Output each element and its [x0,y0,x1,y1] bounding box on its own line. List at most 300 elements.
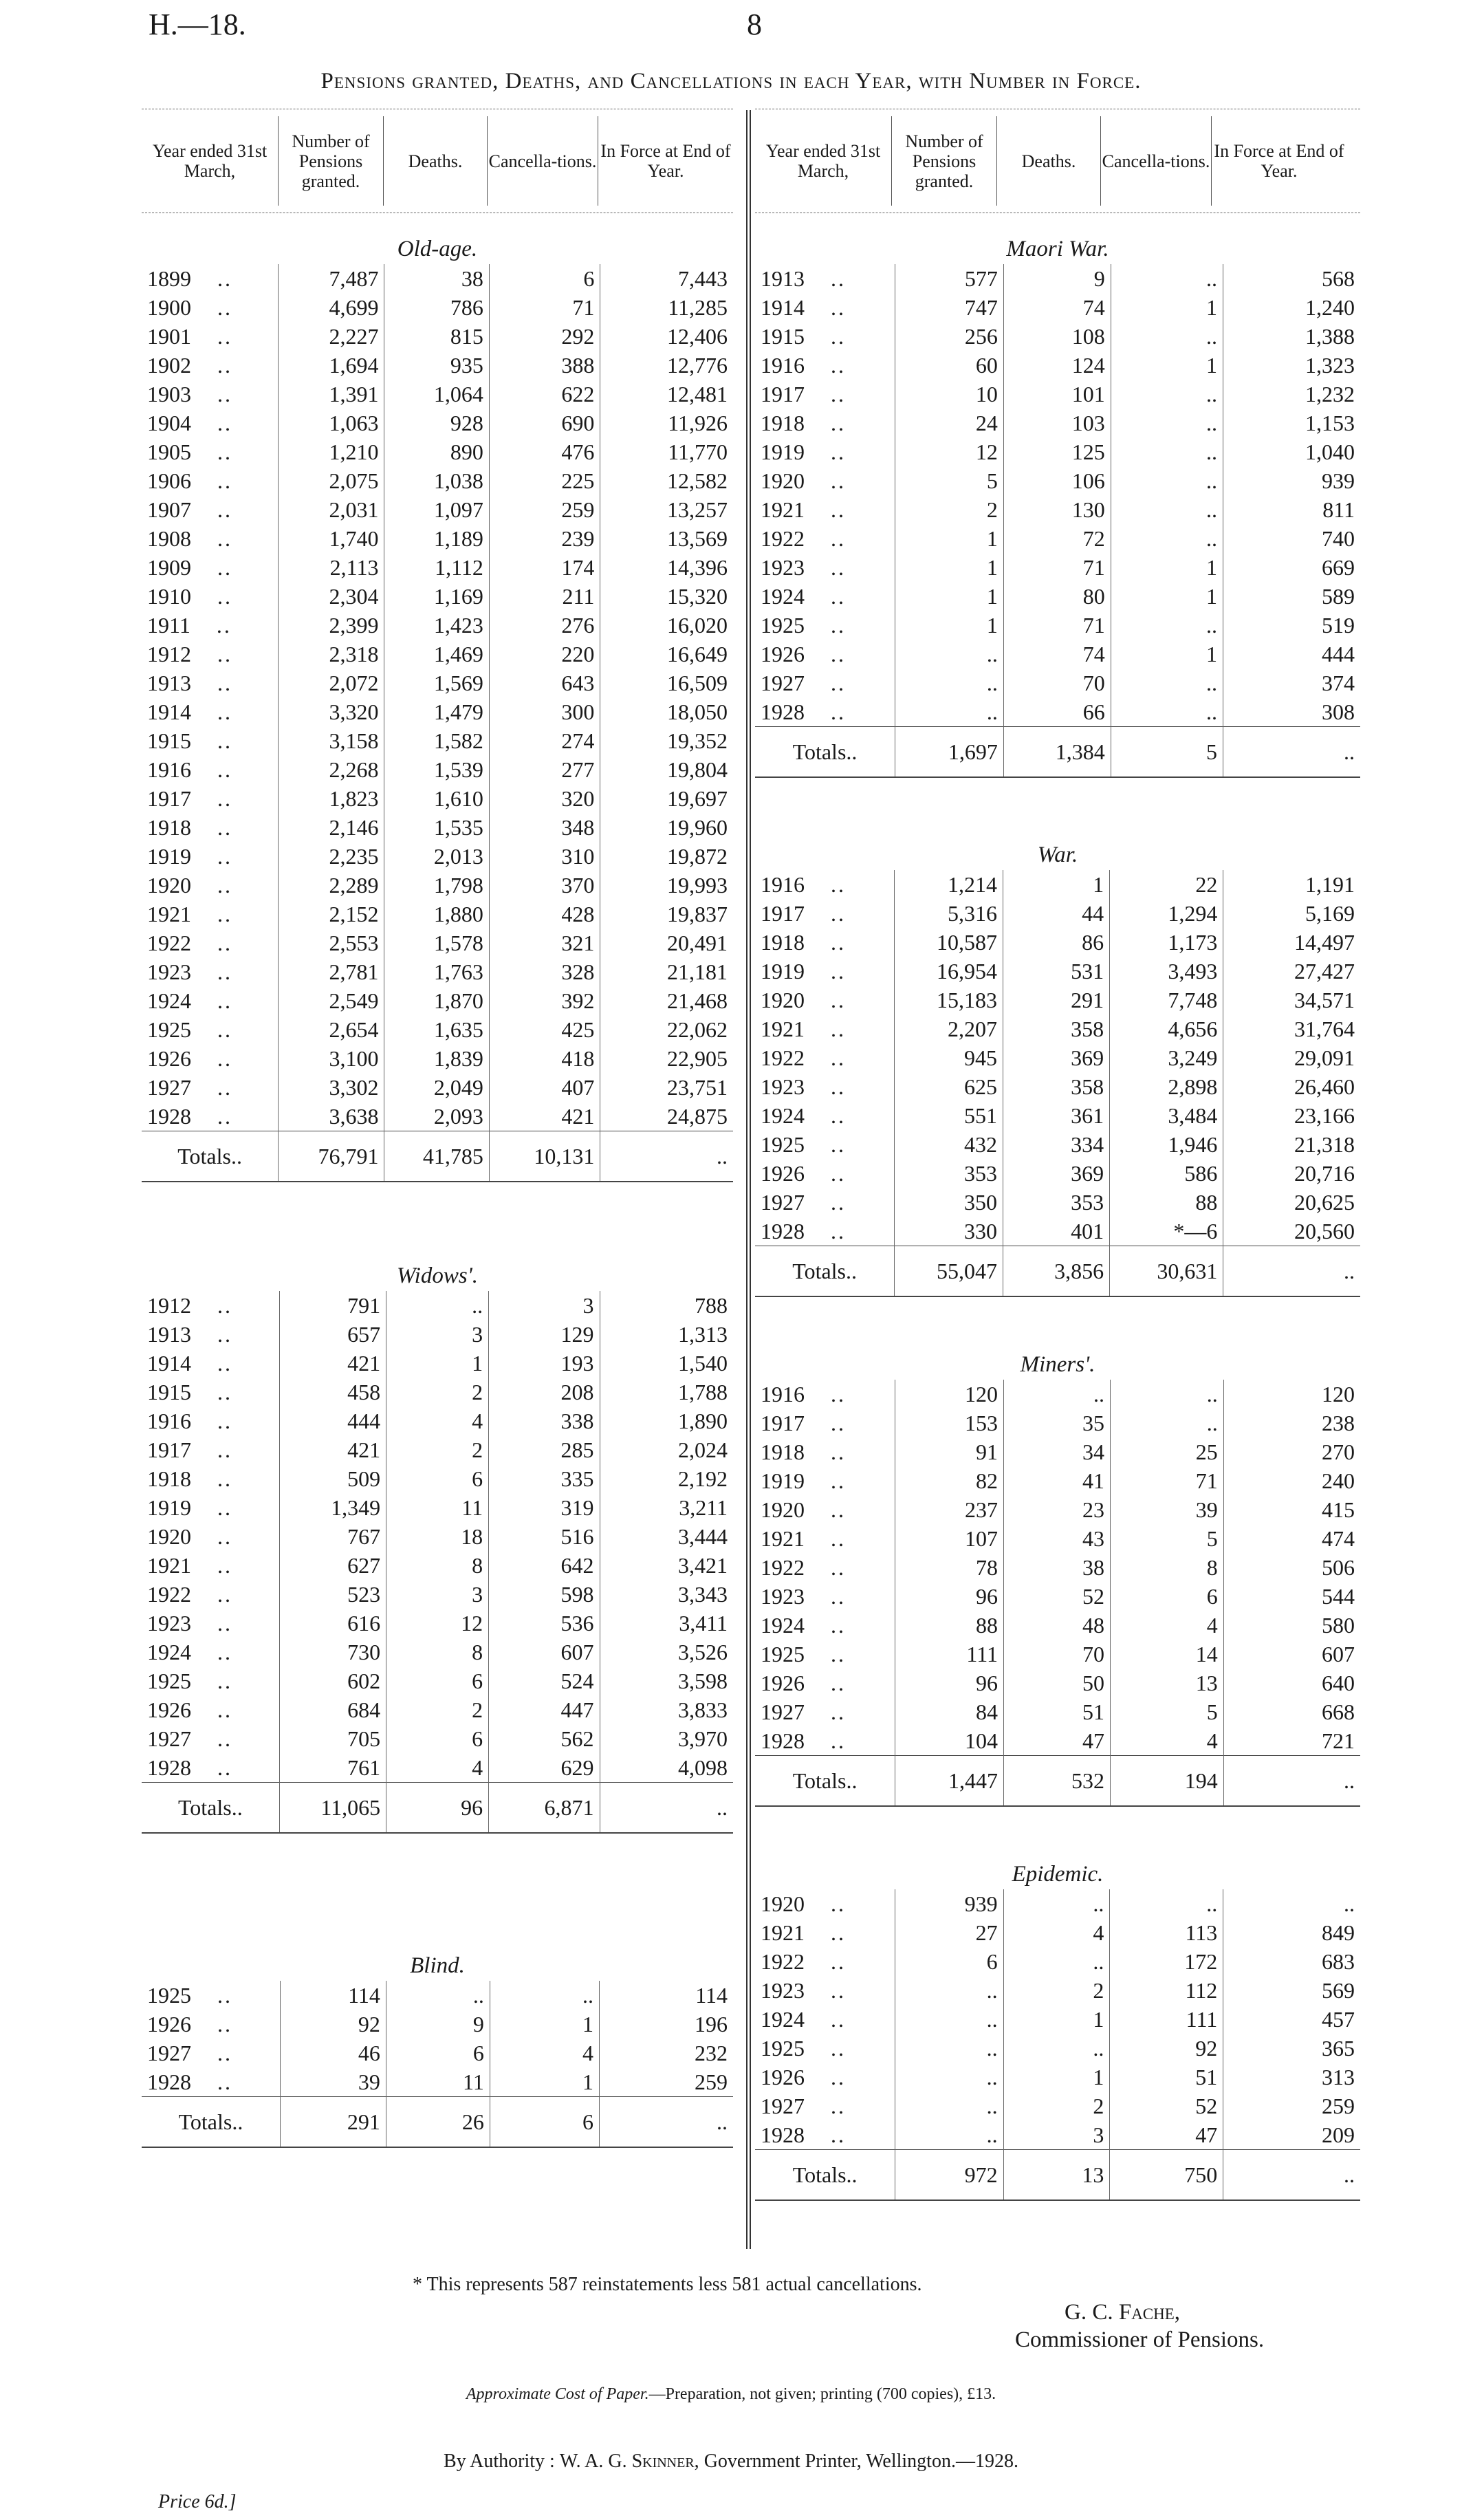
cancellations-cell: 425 [489,1015,600,1044]
pensions-granted-cell: 256 [895,322,1004,351]
leader-dots: .. [831,613,846,638]
section-maori-war [755,234,1360,778]
pensions-granted-cell: 291 [280,2097,386,2148]
year-value: 1926 [147,2012,191,2036]
in-force-cell: 209 [1223,2120,1360,2150]
deaths-cell: 80 [1003,582,1111,611]
year-value: 1903 [147,382,191,406]
in-force-cell: .. [1223,1756,1360,1807]
leader-dots: .. [831,2065,846,2089]
table-row [755,1159,1360,1188]
cancellations-cell: .. [1111,1380,1224,1409]
cancellations-cell: .. [1111,495,1223,524]
leader-dots: .. [831,1161,846,1186]
header-in-force: In Force at End of Year. [600,141,731,181]
deaths-cell: 2 [1003,1976,1110,2005]
cancellations-cell: 7,748 [1110,986,1223,1014]
leader-dots: .. [831,1699,846,1724]
section-title: Blind. [410,1953,465,1978]
leader-dots: .. [831,1190,846,1215]
year-value: 1904 [147,411,191,435]
deaths-cell: 358 [1003,1072,1110,1101]
leader-dots: .. [831,1555,846,1580]
cancellations-cell: 8 [1111,1553,1224,1582]
pensions-granted-cell: 1,694 [279,351,384,380]
leader-dots: .. [217,353,232,378]
cancellations-cell: 211 [489,582,600,611]
in-force-cell: 270 [1223,1437,1360,1466]
in-force-cell: 21,318 [1223,1130,1360,1159]
pensions-granted-cell: 1,391 [279,380,384,409]
cancellations-cell: 5 [1111,1697,1224,1726]
leader-dots: .. [831,1728,846,1753]
year-cell [142,1102,279,1131]
in-force-cell: 259 [1223,2092,1360,2120]
year-value: 1910 [147,584,191,609]
in-force-cell: 3,343 [600,1580,733,1609]
table-row [142,1638,733,1666]
table-row [755,1611,1360,1640]
cancellations-cell: 51 [1110,2063,1223,2092]
table-row [142,1609,733,1638]
cancellations-cell: 6 [490,2097,599,2148]
leader-dots: .. [831,930,846,955]
year-cell [755,669,895,697]
pensions-granted-cell: .. [895,1976,1003,2005]
cancellations-cell: 642 [489,1551,600,1580]
table-row [755,1130,1360,1159]
table-row [142,611,733,640]
pensions-granted-cell: 2,075 [279,466,384,495]
deaths-cell: 1,384 [1003,727,1111,778]
year-value: 1927 [761,671,805,695]
right-column-headers [755,109,1360,213]
table-row [755,2092,1360,2120]
table-row [755,1582,1360,1611]
pensions-granted-cell: 2,289 [279,871,384,900]
year-value: 1923 [761,555,805,580]
pensions-granted-cell: 2,654 [279,1015,384,1044]
pensions-granted-cell: 84 [895,1697,1004,1726]
deaths-cell: 532 [1004,1756,1111,1807]
in-force-cell: 259 [600,2067,733,2097]
in-force-cell: 23,166 [1223,1101,1360,1130]
deaths-cell: 291 [1003,986,1110,1014]
deaths-cell: 1,169 [384,582,489,611]
pensions-granted-cell: 2,399 [279,611,384,640]
authority-prefix: By Authority : [444,2451,555,2472]
cancellations-cell: 1 [1111,293,1223,322]
pensions-granted-cell: 120 [895,1380,1004,1409]
table-row [142,322,733,351]
table-row [755,264,1360,293]
leader-dots: .. [831,439,846,464]
table-row [755,1495,1360,1524]
cancellations-cell: 690 [489,409,600,437]
table-row [755,986,1360,1014]
cancellations-cell: .. [1111,409,1223,437]
leader-dots: .. [217,555,232,580]
cancellations-cell: .. [1111,437,1223,466]
deaths-cell: 38 [1004,1553,1111,1582]
in-force-cell: 474 [1223,1524,1360,1553]
pensions-granted-cell: 15,183 [895,986,1003,1014]
year-cell [755,1553,895,1582]
miners-table [755,1380,1360,1807]
pensions-granted-cell: 523 [279,1580,386,1609]
pensions-granted-cell: 2,549 [279,986,384,1015]
table-row [142,293,733,322]
cancellations-cell: 259 [489,495,600,524]
cancellations-cell: 629 [489,1753,600,1783]
leader-dots: .. [217,2041,232,2065]
year-cell [142,582,279,611]
year-value: 1920 [761,988,805,1012]
in-force-cell: 12,406 [600,322,733,351]
in-force-cell: 313 [1223,2063,1360,2092]
year-value: 1928 [147,1755,191,1780]
signature-name: G. C. Fache, [1065,2300,1181,2325]
pensions-granted-cell: 616 [279,1609,386,1638]
cancellations-cell: 370 [489,871,600,900]
leader-dots: .. [831,2007,846,2032]
column-divider [746,110,751,2249]
deaths-cell: 38 [384,264,489,293]
year-value: 1923 [761,1978,805,2003]
year-value: 1925 [147,1017,191,1042]
deaths-cell: 71 [1003,553,1111,582]
in-force-cell: 27,427 [1223,957,1360,986]
deaths-cell: .. [1003,1947,1110,1976]
in-force-cell: 669 [1223,553,1360,582]
year-value: 1924 [761,1103,805,1128]
leader-dots: .. [217,642,232,666]
cancellations-cell: 1 [490,2010,599,2039]
leader-dots: .. [217,1495,232,1520]
pensions-granted-cell: 12 [895,437,1004,466]
table-row [142,1073,733,1102]
table-row [142,2010,733,2039]
leader-dots: .. [217,1524,232,1549]
deaths-cell: 2 [386,1378,489,1406]
in-force-cell: 21,181 [600,957,733,986]
in-force-cell: 19,697 [600,784,733,813]
pensions-granted-cell: 111 [895,1640,1004,1669]
cancellations-cell: .. [1111,524,1223,553]
year-cell [142,322,279,351]
leader-dots: .. [831,555,846,580]
year-cell [142,1638,279,1666]
leader-dots: .. [217,411,232,435]
leader-dots: .. [831,584,846,609]
table-row [142,553,733,582]
table-row [142,264,733,293]
deaths-cell: 1 [386,1349,489,1378]
totals-row [755,727,1360,778]
deaths-cell: 48 [1004,1611,1111,1640]
year-cell [755,1466,895,1495]
year-cell [142,611,279,640]
in-force-cell: 11,770 [600,437,733,466]
table-row [142,1291,733,1320]
maori-war-table [755,264,1360,778]
pensions-granted-cell: 2,031 [279,495,384,524]
year-value: 1923 [761,1074,805,1099]
table-row [142,669,733,697]
year-cell [755,1669,895,1697]
deaths-cell: 13 [1003,2150,1110,2201]
cancellations-cell: 22 [1110,870,1223,899]
in-force-cell: 374 [1223,669,1360,697]
year-value: 1919 [147,844,191,869]
pensions-granted-cell: 3,100 [279,1044,384,1073]
year-value: 1922 [147,1582,191,1607]
in-force-cell: 238 [1223,1409,1360,1437]
deaths-cell: 1,578 [384,928,489,957]
pensions-granted-cell: 421 [279,1349,386,1378]
deaths-cell: 71 [1003,611,1111,640]
header-granted: Number of Pensions granted. [279,116,384,206]
in-force-cell: 19,872 [600,842,733,871]
year-cell [755,1640,895,1669]
year-value: 1918 [147,815,191,840]
deaths-cell: 74 [1003,640,1111,669]
table-row [142,957,733,986]
deaths-cell: 51 [1004,1697,1111,1726]
in-force-cell: 1,313 [600,1320,733,1349]
year-cell [142,1493,279,1522]
totals-label-text: Totals.. [178,2109,243,2134]
signature-title: Commissioner of Pensions. [1015,2327,1265,2352]
year-cell [755,1697,895,1726]
year-value: 1925 [147,1669,191,1693]
year-value: 1921 [147,902,191,926]
pensions-granted-cell: 1,349 [279,1493,386,1522]
deaths-cell: 52 [1004,1582,1111,1611]
year-cell [755,899,895,928]
pensions-granted-cell: 91 [895,1437,1004,1466]
year-cell [142,1580,279,1609]
in-force-cell: .. [600,1131,733,1182]
year-value: 1917 [147,786,191,811]
deaths-cell: 2 [1003,2092,1110,2120]
table-row [755,1101,1360,1130]
pensions-granted-cell: 1,063 [279,409,384,437]
year-cell [755,466,895,495]
cost-text: —Preparation, not given; printing (700 copies), £13. [648,2385,996,2403]
leader-dots: .. [831,1613,846,1638]
pensions-granted-cell: 2,072 [279,669,384,697]
in-force-cell: 640 [1223,1669,1360,1697]
totals-row [142,1131,733,1182]
pensions-granted-cell: 237 [895,1495,1004,1524]
pensions-granted-cell: 114 [280,1981,386,2010]
in-force-cell: 1,191 [1223,870,1360,899]
pensions-granted-cell: 747 [895,293,1004,322]
pensions-granted-cell: 2,227 [279,322,384,351]
table-row [142,1493,733,1522]
deaths-cell: 130 [1003,495,1111,524]
cancellations-cell: *—6 [1110,1217,1223,1246]
deaths-cell: 47 [1004,1726,1111,1756]
page-number: 8 [747,8,762,41]
table-row [142,871,733,900]
year-cell [142,351,279,380]
in-force-cell: .. [600,2097,733,2148]
cancellations-cell: 3,484 [1110,1101,1223,1130]
year-cell [755,2005,895,2034]
table-row [142,351,733,380]
year-cell [142,1406,279,1435]
in-force-cell: 365 [1223,2034,1360,2063]
table-row [755,2034,1360,2063]
table-row [755,611,1360,640]
deaths-cell: 50 [1004,1669,1111,1697]
year-cell [755,2063,895,2092]
cancellations-cell: 2,898 [1110,1072,1223,1101]
cancellations-cell: 562 [489,1724,600,1753]
in-force-cell: 20,491 [600,928,733,957]
pensions-granted-cell: 444 [279,1406,386,1435]
header-year: Year ended 31st March, [755,116,892,206]
header-deaths: Deaths. [384,116,488,206]
in-force-cell: 811 [1223,495,1360,524]
in-force-cell: 589 [1223,582,1360,611]
year-value: 1919 [761,1468,805,1493]
year-value: 1901 [147,324,191,349]
year-value: 1919 [761,439,805,464]
year-value: 1922 [761,1949,805,1974]
year-value: 1921 [761,497,805,522]
table-row [755,1188,1360,1217]
in-force-cell: 7,443 [600,264,733,293]
leader-dots: .. [217,1640,232,1664]
deaths-cell: 101 [1003,380,1111,409]
in-force-cell: 1,232 [1223,380,1360,409]
table-row [142,784,733,813]
year-cell [142,1522,279,1551]
year-value: 1926 [761,2065,805,2089]
table-row [755,293,1360,322]
year-cell [142,784,279,813]
year-value: 1923 [147,1611,191,1636]
year-cell [142,1724,279,1753]
table-row [755,1466,1360,1495]
table-row [142,1044,733,1073]
cancellations-cell: 4,656 [1110,1014,1223,1043]
year-cell [142,264,279,293]
leader-dots: .. [217,439,232,464]
deaths-cell: 1,610 [384,784,489,813]
cancellations-cell: 5 [1111,1524,1224,1553]
cancellations-cell: 14 [1111,1640,1224,1669]
totals-label-text: Totals.. [792,739,858,764]
year-cell [755,1495,895,1524]
year-cell [142,1981,280,2010]
year-cell [755,1130,895,1159]
cancellations-cell: 392 [489,986,600,1015]
totals-label [755,727,895,778]
table-row [755,1014,1360,1043]
leader-dots: .. [217,1983,232,2008]
leader-dots: .. [831,1219,846,1243]
in-force-cell: 196 [600,2010,733,2039]
table-row [142,928,733,957]
pensions-granted-cell: 5 [895,466,1004,495]
in-force-cell: 444 [1223,640,1360,669]
cancellations-cell: 1,946 [1110,1130,1223,1159]
year-cell [755,640,895,669]
deaths-cell: 96 [386,1783,489,1834]
in-force-cell: 19,352 [600,726,733,755]
pensions-granted-cell: .. [895,2092,1003,2120]
year-value: 1915 [147,1380,191,1404]
pensions-granted-cell: 421 [279,1435,386,1464]
year-value: 1924 [761,584,805,609]
in-force-cell: 3,411 [600,1609,733,1638]
leader-dots: .. [831,1671,846,1695]
in-force-cell: 24,875 [600,1102,733,1131]
table-row [142,524,733,553]
deaths-cell: 1,112 [384,553,489,582]
table-row [755,2005,1360,2034]
in-force-cell: 12,582 [600,466,733,495]
in-force-cell: .. [1223,1889,1360,1918]
table-row [142,1666,733,1695]
cancellations-cell: 320 [489,784,600,813]
year-value: 1921 [761,1920,805,1945]
leader-dots: .. [217,295,232,320]
pensions-granted-cell: 458 [279,1378,386,1406]
year-value: 1911 [147,613,190,638]
pensions-granted-cell: 46 [280,2039,386,2067]
year-value: 1927 [761,1190,805,1215]
header-cancellations: Cancella-tions. [488,116,598,206]
cancellations-cell: 586 [1110,1159,1223,1188]
leader-dots: .. [217,468,232,493]
pensions-granted-cell: 2,268 [279,755,384,784]
pensions-granted-cell: .. [895,669,1004,697]
year-cell [142,957,279,986]
leader-dots: .. [831,1132,846,1157]
deaths-cell: 9 [386,2010,490,2039]
pensions-granted-cell: 55,047 [895,1246,1003,1297]
authority-line [0,2451,1462,2473]
deaths-cell: 9 [1003,264,1111,293]
deaths-cell: 890 [384,437,489,466]
deaths-cell: 1,479 [384,697,489,726]
year-value: 1928 [761,2122,805,2147]
cancellations-cell: 622 [489,380,600,409]
in-force-cell: 13,569 [600,524,733,553]
leader-dots: .. [831,2036,846,2061]
year-value: 1925 [761,1642,805,1666]
leader-dots: .. [217,1553,232,1578]
deaths-cell: 334 [1003,1130,1110,1159]
leader-dots: .. [217,902,232,926]
table-row [142,1981,733,2010]
year-value: 1917 [147,1437,191,1462]
year-value: 1922 [761,1045,805,1070]
year-cell [755,1043,895,1072]
leader-dots: .. [217,1669,232,1693]
cancellations-cell: 225 [489,466,600,495]
in-force-cell: 12,481 [600,380,733,409]
leader-dots: .. [831,266,846,291]
year-cell [142,755,279,784]
year-cell [142,900,279,928]
header-cancellations: Cancella-tions. [1101,116,1212,206]
